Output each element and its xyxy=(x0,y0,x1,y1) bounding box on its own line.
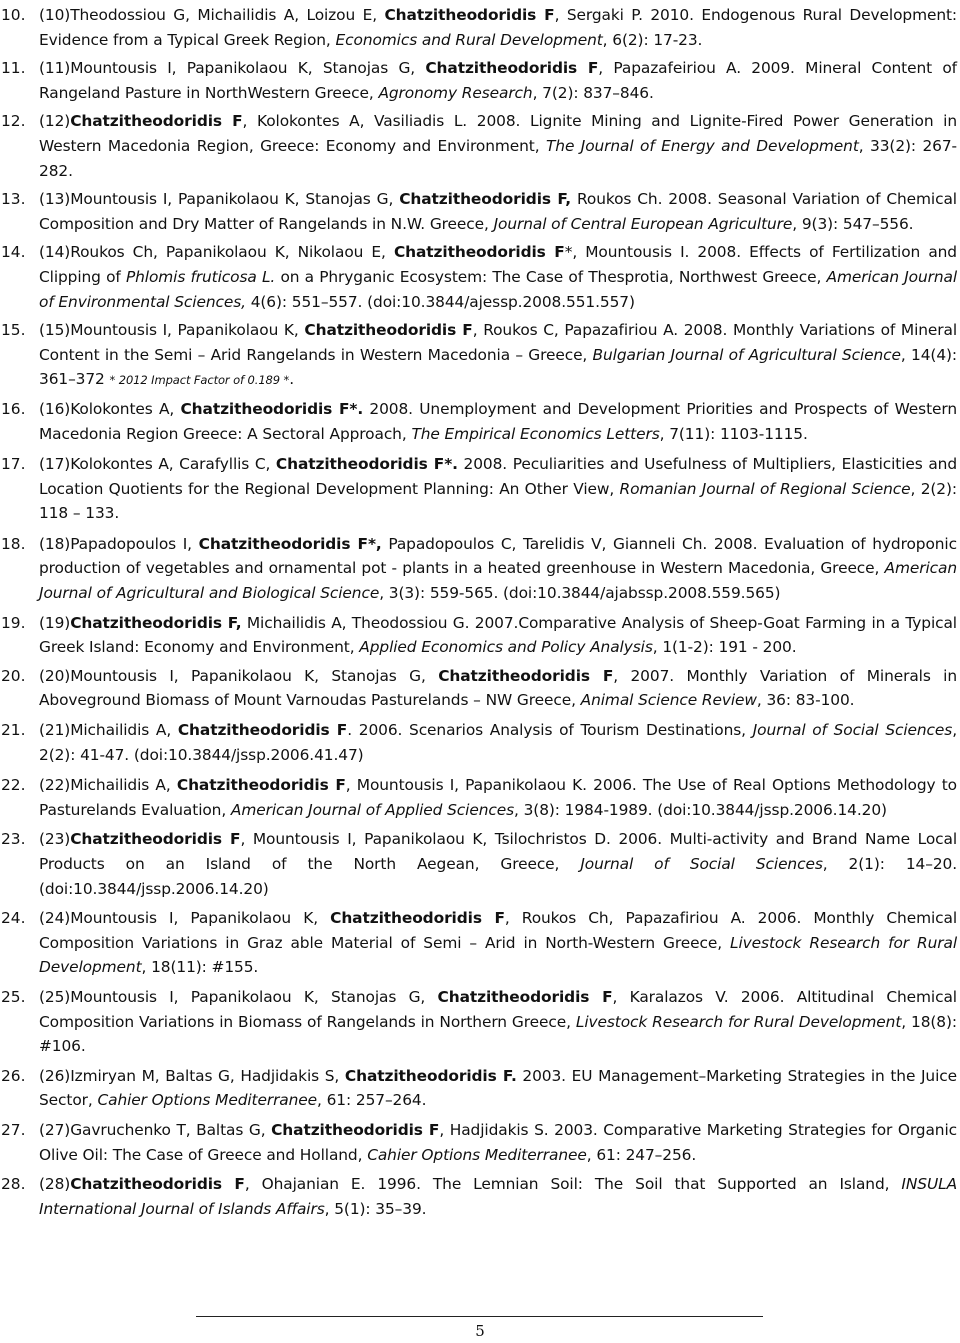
publication-list xyxy=(0,3,960,1221)
citation-text: , 2(2): 41-47. (doi:10.3844/jssp.2006.41.47) xyxy=(39,721,958,764)
citation-text: (24)Mountousis I, Papanikolaou K, xyxy=(39,909,331,928)
citation xyxy=(39,452,957,526)
list-item xyxy=(0,240,960,314)
citation xyxy=(39,3,957,52)
list-item xyxy=(0,985,960,1059)
item-number: 22. xyxy=(1,776,26,795)
item-number: 24. xyxy=(1,909,26,928)
citation xyxy=(39,318,957,393)
citation-text: (22)Michailidis A, xyxy=(39,776,177,795)
citation-text: (27)Gavruchenko T, Baltas G, xyxy=(39,1120,272,1139)
list-item xyxy=(0,318,960,393)
list-item xyxy=(0,773,960,822)
author-name-bold: Chatzitheodoridis F xyxy=(438,666,614,685)
list-item xyxy=(0,109,960,183)
citation xyxy=(39,773,957,822)
list-item xyxy=(0,3,960,52)
citation-text: , 5(1): 35–39. xyxy=(324,1199,427,1218)
citation-text: , 18(11): #155. xyxy=(141,958,259,977)
list-item xyxy=(0,1064,960,1113)
citation xyxy=(39,906,957,980)
citation xyxy=(39,397,957,446)
citation-text: Papadopoulos C, Tarelidis V, Gianneli Ch. 2008. Evaluation of hydroponic production of vegetables and ornamental pot - plants in a heated greenhouse in Western Macedonia, Greece, xyxy=(39,534,957,578)
citation xyxy=(39,240,957,314)
list-item xyxy=(0,452,960,526)
journal-title: Economics and Rural Development xyxy=(335,30,603,49)
citation-text: *, Mountousis I. 2008. Effects of Fertilization and Clipping of xyxy=(39,243,957,286)
author-name-bold: Chatzitheodoridis F*. xyxy=(275,455,458,474)
citation-text: (10)Theodossiou G, Michailidis A, Loizou E, xyxy=(39,6,385,24)
citation-text: Michailidis A, Theodossiou G. 2007.Comparative Analysis of Sheep-Goat Farming in a Typical Greek Island: Economy and Environment, xyxy=(39,613,957,657)
citation-text: (16)Kolokontes A, xyxy=(39,399,181,418)
item-number: 25. xyxy=(1,987,26,1006)
citation-text: (12) xyxy=(39,112,71,131)
author-name-bold: Chatzitheodoridis F xyxy=(437,987,613,1006)
citation-text: , 2(1): 14–20. (doi:10.3844/jssp.2006.14.20) xyxy=(39,855,957,898)
citation xyxy=(39,187,957,236)
citation-text: (21)Michailidis A, xyxy=(39,721,178,740)
journal-title: American Journal of Applied Sciences xyxy=(230,800,515,819)
author-name-bold: Chatzitheodoridis F, xyxy=(399,190,572,209)
impact-factor-note: * 2012 Impact Factor of 0.189 * xyxy=(109,373,290,388)
citation xyxy=(39,827,957,901)
list-item xyxy=(0,718,960,767)
author-name-bold: Chatzitheodoridis F xyxy=(70,830,241,849)
citation-text: . 2006. Scenarios Analysis of Tourism Destinations, xyxy=(347,721,753,740)
citation-text: (28) xyxy=(39,1175,71,1194)
item-number: 11. xyxy=(1,59,26,78)
journal-title: Romanian Journal of Regional Science xyxy=(619,479,911,498)
item-number: 16. xyxy=(1,399,26,418)
journal-title: American Journal of Environmental Sciences, xyxy=(39,267,957,311)
citation-text: , Papazafeiriou A. 2009. Mineral Content of Rangeland Pasture in NorthWestern Greece, xyxy=(39,59,957,102)
citation xyxy=(39,611,957,660)
citation xyxy=(39,1064,957,1113)
citation-text: (18)Papadopoulos I, xyxy=(39,534,199,553)
citation-text: , 36: 83-100. xyxy=(756,691,855,710)
list-item xyxy=(0,397,960,446)
citation-text: , Sergaki P. 2010. Endogenous Rural Development: Evidence from a Typical Greek Region, xyxy=(39,6,958,49)
citation xyxy=(39,56,957,105)
page-number: 5 xyxy=(475,1322,485,1340)
citation-text: , 7(2): 837–846. xyxy=(532,83,654,102)
journal-title: Phlomis fruticosa L. xyxy=(125,267,276,286)
citation-text: , Hadjidakis S. 2003. Comparative Marketing Strategies for Organic Olive Oil: The Case of Greece and Holland, xyxy=(39,1120,958,1164)
item-number: 23. xyxy=(1,830,26,849)
author-name-bold: Chatzitheodoridis F xyxy=(271,1120,440,1139)
citation-text: 2003. EU Management–Marketing Strategies in the Juice Sector, xyxy=(39,1066,957,1110)
citation-text: 2008. Unemployment and Development Priorities and Prospects of Western Macedonia Region Greece: A Sectoral Approach, xyxy=(39,399,957,443)
item-number: 17. xyxy=(1,455,26,474)
citation-text: , Mountousis I, Papanikolaou K. 2006. The Use of Real Options Methodology to Pasturelands Evaluation, xyxy=(39,776,958,819)
journal-title: Cahier Options Mediterranee xyxy=(367,1145,587,1164)
citation-text: (23) xyxy=(39,830,71,849)
citation-text: (26)Izmiryan M, Baltas G, Hadjidakis S, xyxy=(39,1066,345,1085)
item-number: 20. xyxy=(1,666,26,685)
author-name-bold: Chatzitheodoridis F*. xyxy=(180,399,364,418)
author-name-bold: Chatzitheodoridis F xyxy=(177,721,348,740)
item-number: 12. xyxy=(1,112,26,131)
list-item xyxy=(0,611,960,660)
item-number: 15. xyxy=(1,321,26,340)
citation-text: , Roukos C, Papazafiriou A. 2008. Monthly Variations of Mineral Content in the Semi – Arid Rangelands in Western Macedonia – Greece, xyxy=(39,321,958,364)
citation-text: on a Phryganic Ecosystem: The Case of Thesprotia, Northwest Greece, xyxy=(275,267,827,286)
author-name-bold: Chatzitheodoridis F xyxy=(176,776,346,795)
author-name-bold: Chatzitheodoridis F, xyxy=(70,613,242,632)
journal-title: Bulgarian Journal of Agricultural Science xyxy=(592,345,901,364)
citation-text: , Mountousis I, Papanikolaou K, Tsilochristos D. 2006. Multi-activity and Brand Name Local Products on an Island of the North Aegean, Greece, xyxy=(39,830,957,873)
citation-text: (13)Mountousis I, Papanikolaou K, Stanojas G, xyxy=(39,190,400,209)
item-number: 21. xyxy=(1,721,26,740)
item-number: 26. xyxy=(1,1066,26,1085)
item-number: 13. xyxy=(1,190,26,209)
citation xyxy=(39,1118,957,1167)
citation-text: Roukos Ch. 2008. Seasonal Variation of Chemical Composition and Dry Matter of Rangelands in N.W. Greece, xyxy=(39,190,957,233)
journal-title: Journal of Central European Agriculture xyxy=(493,214,793,233)
list-item xyxy=(0,1118,960,1167)
author-name-bold: Chatzitheodoridis F xyxy=(330,909,505,928)
citation-text: (20)Mountousis I, Papanikolaou K, Stanojas G, xyxy=(39,666,439,685)
citation-text: , 7(11): 1103-1115. xyxy=(659,424,808,443)
citation-text: 4(6): 551–557. (doi:10.3844/ajessp.2008.551.557) xyxy=(245,292,635,311)
citation-text: 2008. Peculiarities and Usefulness of Multipliers, Elasticities and Location Quotients for the Regional Development Planning: An Other View, xyxy=(39,455,957,498)
citation-text: , 33(2): 267-282. xyxy=(39,136,957,180)
citation-text: (19) xyxy=(39,613,71,632)
citation-text: , Roukos Ch, Papazafiriou A. 2006. Monthly Chemical Composition Variations in Graz able Material of Semi – Arid in North-Western Greece, xyxy=(39,909,958,952)
citation-text: (25)Mountousis I, Papanikolaou K, Stanojas G, xyxy=(39,987,438,1006)
citation-text: , 6(2): 17-23. xyxy=(602,30,703,49)
citation-text: , 3(3): 559-565. (doi:10.3844/ajabssp.2008.559.565) xyxy=(379,584,781,603)
journal-title: Journal of Social Sciences xyxy=(752,721,953,740)
citation-text: , 18(8): #106. xyxy=(39,1012,957,1056)
citation xyxy=(39,718,957,767)
citation-text: . xyxy=(289,370,294,389)
citation-text: (11)Mountousis I, Papanikolaou K, Stanojas G, xyxy=(39,59,426,78)
citation-text: (14)Roukos Ch, Papanikolaou K, Nikolaou E, xyxy=(39,243,394,262)
list-item xyxy=(0,56,960,105)
author-name-bold: Chatzitheodoridis F. xyxy=(344,1066,517,1085)
citation-text: (15)Mountousis I, Papanikolaou K, xyxy=(39,321,305,340)
list-item xyxy=(0,827,960,901)
list-item xyxy=(0,532,960,606)
citation-text: , 9(3): 547–556. xyxy=(792,214,914,233)
journal-title: Livestock Research for Rural Development xyxy=(575,1012,902,1031)
author-name-bold: Chatzitheodoridis F xyxy=(304,321,473,340)
citation-text: , 61: 247–256. xyxy=(586,1145,697,1164)
journal-title: INSULA International Journal of Islands Affairs xyxy=(39,1175,958,1218)
item-number: 28. xyxy=(1,1175,26,1194)
citation xyxy=(39,985,957,1059)
citation xyxy=(39,664,957,713)
citation-text: , 2(2): 118 – 133. xyxy=(39,479,957,523)
author-name-bold: Chatzitheodoridis F xyxy=(70,112,243,131)
author-name-bold: Chatzitheodoridis F xyxy=(70,1175,245,1194)
citation-text: , 3(8): 1984-1989. (doi:10.3844/jssp.2006.14.20) xyxy=(514,800,887,819)
list-item xyxy=(0,664,960,713)
journal-title: The Empirical Economics Letters xyxy=(411,424,660,443)
journal-title: Journal of Social Sciences xyxy=(580,855,823,873)
citation xyxy=(39,109,957,183)
journal-title: Cahier Options Mediterranee xyxy=(97,1091,318,1110)
journal-title: Agronomy Research xyxy=(378,83,533,102)
list-item xyxy=(0,1172,960,1221)
citation-text: , Ohajanian E. 1996. The Lemnian Soil: The Soil that Supported an Island, xyxy=(244,1175,902,1194)
citation-text: (17)Kolokontes A, Carafyllis C, xyxy=(39,455,276,474)
citation xyxy=(39,532,957,606)
item-number: 19. xyxy=(1,613,26,632)
item-number: 18. xyxy=(1,534,26,553)
citation-text: , Karalazos V. 2006. Altitudinal Chemical Composition Variations in Biomass of Rangelands in Northern Greece, xyxy=(39,987,957,1031)
journal-title: Applied Economics and Policy Analysis xyxy=(359,638,653,657)
citation-text: , Kolokontes A, Vasiliadis L. 2008. Lignite Mining and Lignite-Fired Power Generation in Western Macedonia Region, Greece: Economy and Environment, xyxy=(39,112,958,155)
item-number: 27. xyxy=(1,1120,26,1139)
author-name-bold: Chatzitheodoridis F xyxy=(393,243,565,262)
citation-text: , 14(4): 361–372 xyxy=(39,345,958,389)
footer-divider xyxy=(196,1316,763,1317)
citation-text: , 2007. Monthly Variation of Minerals in Aboveground Biomass of Mount Varnoudas Pasturelands – NW Greece, xyxy=(39,666,958,710)
journal-title: The Journal of Energy and Development xyxy=(545,136,859,155)
author-name-bold: Chatzitheodoridis F*, xyxy=(198,534,382,553)
citation-text: , 61: 257–264. xyxy=(317,1091,427,1110)
citation xyxy=(39,1172,957,1221)
journal-title: Animal Science Review xyxy=(580,691,757,710)
journal-title: Livestock Research for Rural Development xyxy=(39,933,957,977)
journal-title: American Journal of Agricultural and Biological Science xyxy=(39,559,957,603)
author-name-bold: Chatzitheodoridis F xyxy=(425,59,599,78)
author-name-bold: Chatzitheodoridis F xyxy=(384,6,555,24)
item-number: 10. xyxy=(1,6,26,24)
citation-text: , 1(1-2): 191 - 200. xyxy=(652,638,797,657)
item-number: 14. xyxy=(1,243,26,262)
list-item xyxy=(0,906,960,980)
list-item xyxy=(0,187,960,236)
